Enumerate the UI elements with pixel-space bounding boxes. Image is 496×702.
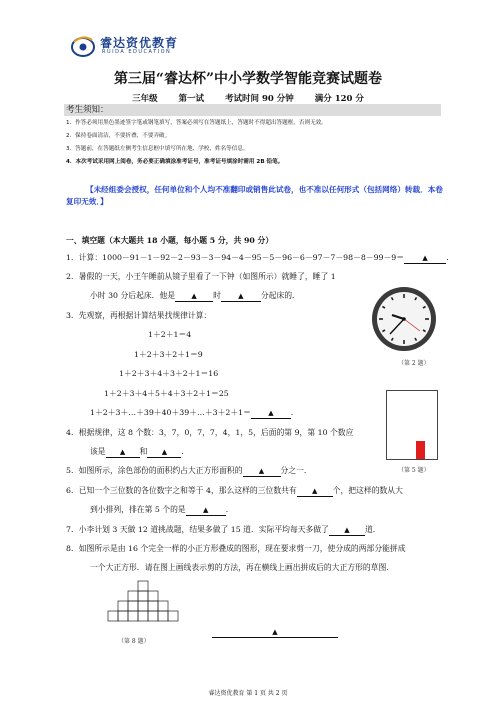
question-6: 6．已知一个三位数的各位数字之和等于 4，那么这样的三位数共有 ▲ 个，把这样的数从大 — [66, 486, 403, 495]
pattern-line: 1＋2＋3＋2＋1＝9 — [134, 350, 203, 359]
exam-info — [0, 92, 496, 104]
figure-caption: （第 5 题） — [398, 467, 430, 474]
question-1: 1．计算：1000－91－1－92－2－93－3－94－4－95－5－96－6－97－7－98－8－99－9＝ ▲ ． — [66, 253, 454, 262]
answer-blank[interactable]: ▲ — [404, 254, 446, 264]
question-2-line2: 小时 30 分后起床．他是 ▲ 时 ▲ 分起床的． — [90, 291, 300, 300]
full-score: 满分 120 分 — [314, 94, 364, 104]
question-3: 3．先观察，再根据计算结果找规律计算： — [66, 311, 212, 320]
answer-blank[interactable]: ▲ — [221, 292, 261, 302]
question-4: 4．根据规律，这 8 个数：3，7，0，7，7，4，1，5，后面的第 9，第 10 个数应 — [66, 428, 354, 437]
page-title: 第三届“睿达杯”中小学数学智能竞赛试题卷 — [113, 71, 383, 87]
mirror-clock-figure — [370, 285, 438, 353]
shaded-area — [416, 441, 425, 459]
question-5: 5．如图所示，涂色部份的面积约占大正方形面积的 ▲ 分之一． — [66, 466, 312, 475]
page-footer: 睿达资优教育 第 1 页 共 2 页 — [208, 690, 288, 697]
figure-caption: （第 2 题） — [398, 360, 430, 367]
logo-text: 睿达资优教育 — [100, 36, 179, 50]
copyright-warning: 【未经组委会授权，任何单位和个人均不准翻印或销售此试卷，也不准以任何形式（包括网络）转载．本卷复印无效．】 — [66, 185, 443, 206]
answer-blank[interactable]: ▲ — [251, 409, 291, 419]
question-3-last: 1＋2＋3＋…＋39＋40＋39＋…＋3＋2＋1＝ ▲ ． — [90, 408, 299, 417]
exam-time: 考试时间 90 分钟 — [225, 94, 294, 104]
notice-item: 2．保持卷面清洁，不要折叠，不要弄破。 — [66, 133, 171, 139]
answer-blank[interactable]: ▲ — [175, 292, 213, 302]
section-heading: 一、填空题（本大题共 18 小题，每小题 5 分，共 90 分） — [66, 236, 274, 245]
answer-blank[interactable]: ▲ — [243, 467, 281, 477]
question-7: 7．小李计划 3 天做 12 道挑战题，结果多做了 15 道．实际平均每天多做了 ▲ 道． — [66, 525, 381, 534]
question-2: 2．暑假的一天，小王午睡前从镜子里看了一下钟（如图所示）就睡了，睡了 1 — [66, 272, 336, 281]
figure-caption: （第 8 题） — [118, 638, 150, 645]
pattern-line: 1＋2＋3＋4＋3＋2＋1＝16 — [119, 369, 219, 378]
question-4-line2: 该是 ▲ 和 ▲ ． — [90, 447, 190, 456]
question-6-line2: 到小排列，排在第 5 个的是 ▲ ． — [90, 505, 234, 514]
grade: 三年级 — [132, 94, 158, 104]
square-figure — [386, 390, 438, 460]
question-8: 8．如图所示是由 16 个完全一样的小正方形叠成的图形，现在要求剪一刀，使分成的两部分能拼成 — [66, 544, 406, 553]
notice-item: 1．作答必须用黑色墨迹签字笔或钢笔填写，答案必须写在答题纸上，答题时不得超出答题框，否则无效。 — [66, 120, 327, 126]
pattern-line: 1＋2＋1＝4 — [148, 330, 192, 339]
answer-blank[interactable]: ▲ — [297, 487, 333, 497]
answer-line[interactable]: ▲ — [212, 628, 338, 638]
logo-subtext: RUIDA EDUCATION — [102, 49, 172, 55]
notice-item: 4．本次考试采用网上阅卷，务必要正确填涂准考证号，准考证号填涂时需用 2B 铅笔。 — [66, 159, 284, 165]
answer-blank[interactable]: ▲ — [147, 448, 181, 458]
logo-icon — [70, 34, 96, 58]
pattern-line: 1＋2＋3＋4＋5＋4＋3＋2＋1＝25 — [104, 389, 229, 398]
question-8-line2: 一个大正方形．请在图上画线表示剪的方法，再在横线上画出拼成后的大正方形的草图． — [90, 563, 395, 572]
answer-blank[interactable]: ▲ — [186, 506, 226, 516]
answer-blank[interactable]: ▲ — [329, 526, 365, 536]
round: 第一试 — [178, 94, 205, 104]
notice-heading: 考生须知： — [64, 104, 441, 116]
logo — [70, 32, 210, 62]
staircase-figure — [98, 580, 188, 632]
notice-item: 3．答题前，在答题纸左侧考生信息框中填写所在地、学校、姓名等信息。 — [66, 146, 249, 152]
answer-blank[interactable]: ▲ — [106, 448, 140, 458]
